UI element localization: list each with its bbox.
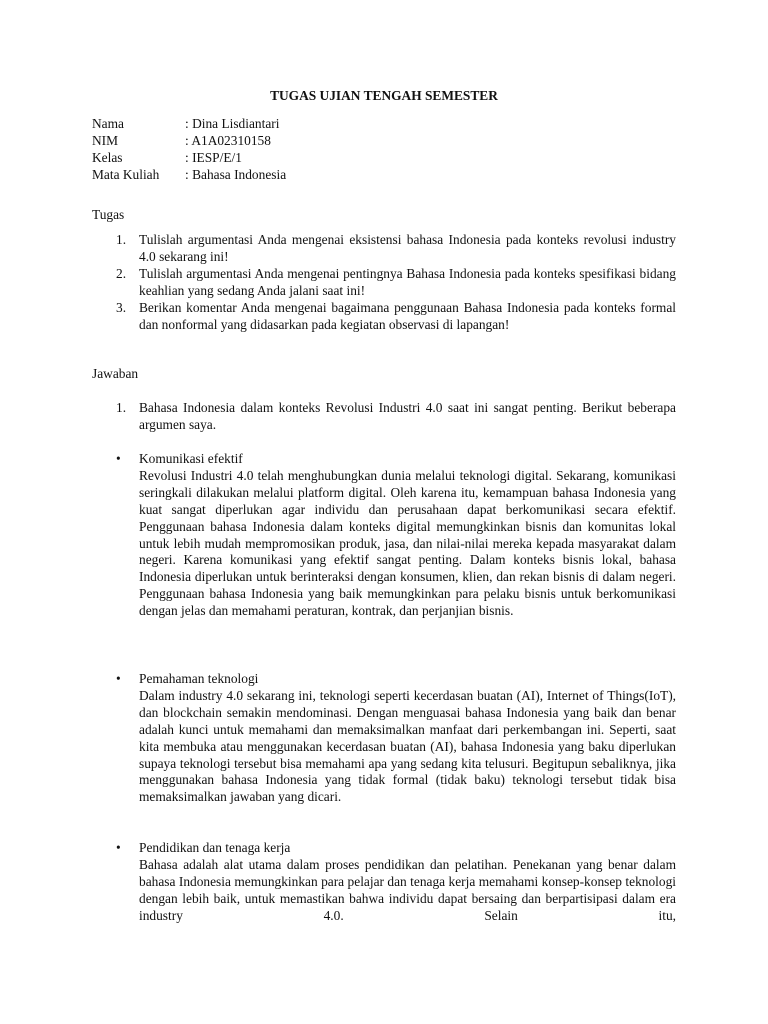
item-number: 1. [116,400,127,415]
bullet-icon: • [116,671,121,686]
point-heading: Pemahaman teknologi [139,671,259,686]
point-text: Revolusi Industri 4.0 telah menghubungkan dunia melalui teknologi digital. Sekarang, komunikasi seringkali dilakukan melalui platform digital. Oleh karena itu, kemampuan bahasa Indonesia yang kuat sangat diperlukan agar individu dan perusahaan dapat berkomunikasi secara efektif. Penggunaan bahasa Indonesia dalam konteks digital memungkinkan bisnis dan komunitas lokal untuk lebih mudah mempromosikan produk, jasa, dan nilai-nilai mereka kepada masyarakat dalam negeri. Karena komunikasi yang efektif sangat penting. Dalam konteks bisnis lokal, bahasa Indonesia diperlukan untuk berinteraksi dengan konsumen, klien, dan rekan bisnis di dalam negeri. Penggunaan bahasa Indonesia yang baik memungkinkan para pelaku bisnis untuk berkomunikasi dengan jelas dan memahami peraturan, kontrak, dan perjanjian bisnis. [139,467,676,619]
point-pendidikan [92,840,676,925]
item-number: 1. [116,232,127,247]
jawaban-intro [92,400,676,434]
item-number: 2. [116,265,127,281]
identity-value: : IESP/E/1 [185,150,242,165]
identity-block [92,116,286,184]
identity-value: : A1A02310158 [185,133,271,148]
tugas-heading: Tugas [92,207,125,222]
identity-row-mata-kuliah [92,167,286,184]
identity-value: : Bahasa Indonesia [185,167,287,182]
item-text: Bahasa Indonesia dalam konteks Revolusi Industri 4.0 saat ini sangat penting. Berikut beberapa argumen saya. [139,400,676,432]
identity-label: NIM [92,133,119,148]
identity-label: Nama [92,116,124,131]
bullet-icon: • [116,840,121,855]
item-number: 3. [116,299,127,315]
identity-row-kelas [92,150,286,167]
document-title: TUGAS UJIAN TENGAH SEMESTER [270,88,498,103]
item-text: Tulislah argumentasi Anda mengenai eksistensi bahasa Indonesia pada konteks revolusi industry 4.0 sekarang ini! [139,232,676,264]
bullet-icon: • [116,451,121,466]
identity-row-nama [92,116,286,133]
point-text: Dalam industry 4.0 sekarang ini, teknologi seperti kecerdasan buatan (AI), Internet of Things(IoT), dan blockchain semakin mendominasi. Dengan menguasai bahasa Indonesia yang baik dan benar adalah kunci untuk memahami dan memaksimalkan manfaat dari perkembangan ini. Seperti, saat kita membuka atau menggunakan kecerdasan buatan (AI), bahasa Indonesia yang baku diperlukan supaya teknologi tersebut bisa memahami apa yang sedang kita telusuri. Begitupun sebaliknya, jika menggunakan bahasa Indonesia yang tidak formal (tidak baku) teknologi tersebut tidak bisa memaksimalkan jawaban yang dicari. [139,687,676,805]
point-text: Bahasa adalah alat utama dalam proses pendidikan dan pelatihan. Penekanan yang benar dalam bahasa Indonesia memungkinkan para pelajar dan tenaga kerja memahami konsep-konsep teknologi dengan lebih baik, untuk memastikan bahwa individu dapat bersaing dan berpartisipasi dalam era industry 4.0. Selain itu, [139,856,676,923]
item-text: Tulislah argumentasi Anda mengenai pentingnya Bahasa Indonesia pada konteks spesifikasi bidang keahlian yang sedang Anda jalani saat ini! [139,265,676,298]
item-text: Berikan komentar Anda mengenai bagaimana penggunaan Bahasa Indonesia pada konteks formal dan nonformal yang didasarkan pada kegiatan observasi di lapangan! [139,299,676,332]
jawaban-item [92,400,676,434]
tugas-item [92,266,676,300]
identity-row-nim [92,133,286,150]
point-heading: Komunikasi efektif [139,451,243,466]
point-teknologi [92,671,676,806]
point-komunikasi [92,451,676,620]
identity-value: : Dina Lisdiantari [185,116,280,131]
jawaban-heading: Jawaban [92,366,139,381]
tugas-list [92,232,676,333]
identity-label: Mata Kuliah [92,167,160,182]
point-heading: Pendidikan dan tenaga kerja [139,840,291,855]
tugas-item [92,300,676,334]
identity-label: Kelas [92,150,123,165]
tugas-item [92,232,676,266]
